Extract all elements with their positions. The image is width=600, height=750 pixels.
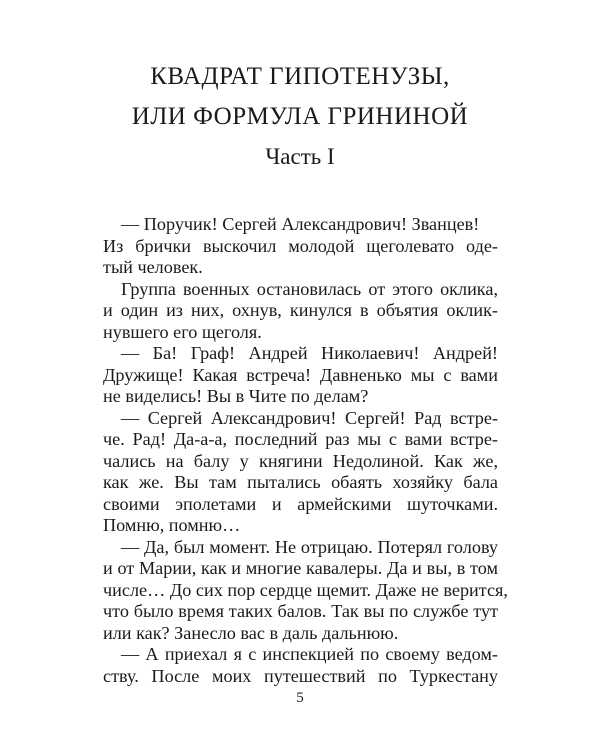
text-line: — Поручик! Сергей Александрович! Званцев! xyxy=(121,214,480,234)
text-line: Помню, помню… xyxy=(103,515,241,535)
text-line: че. Рад! Да-а-а, последний раз мы с вами встре- xyxy=(103,429,498,449)
chapter-title-line-1: КВАДРАТ ГИПОТЕНУЗЫ, xyxy=(150,63,450,90)
page-number: 5 xyxy=(296,690,304,706)
text-line: что было время таких балов. Так вы по службе тут xyxy=(103,601,498,621)
text-line: Группа военных остановилась от этого оклика, xyxy=(121,279,498,299)
text-line: нувшего его щеголя. xyxy=(103,322,262,342)
text-line: Дружище! Какая встреча! Давненько мы с вами xyxy=(103,365,498,385)
text-line: — А приехал я с инспекцией по своему ведом- xyxy=(121,644,498,664)
text-line: ству. После моих путешествий по Туркестану xyxy=(103,666,498,686)
chapter-title-line-2: ИЛИ ФОРМУЛА ГРИНИНОЙ xyxy=(131,103,469,130)
text-line: — Да, был момент. Не отрицаю. Потерял голову xyxy=(121,537,498,557)
text-line: чались на балу у княгини Недолиной. Как же, xyxy=(103,451,498,471)
text-line: тый человек. xyxy=(103,257,203,277)
text-line: своими эполетами и армейскими шуточками. xyxy=(103,494,498,514)
text-line: или как? Занесло вас в даль дальнюю. xyxy=(103,623,399,643)
text-line: как же. Вы там пытались обаять хозяйку бала xyxy=(103,472,498,492)
text-line: — Ба! Граф! Андрей Николаевич! Андрей! xyxy=(121,343,498,363)
text-line: Из брички выскочил молодой щеголевато оде- xyxy=(103,236,498,256)
text-line: и один из них, охнув, кинулся в объятия оклик- xyxy=(103,300,498,320)
text-line: — Сергей Александрович! Сергей! Рад встре- xyxy=(121,408,498,428)
part-heading: Часть I xyxy=(265,144,335,169)
text-line: и от Марии, как и многие кавалеры. Да и вы, в том xyxy=(103,558,498,578)
text-line: не виделись! Вы в Чите по делам? xyxy=(103,386,369,406)
text-line: числе… До сих пор сердце щемит. Даже не верится, xyxy=(103,580,508,600)
